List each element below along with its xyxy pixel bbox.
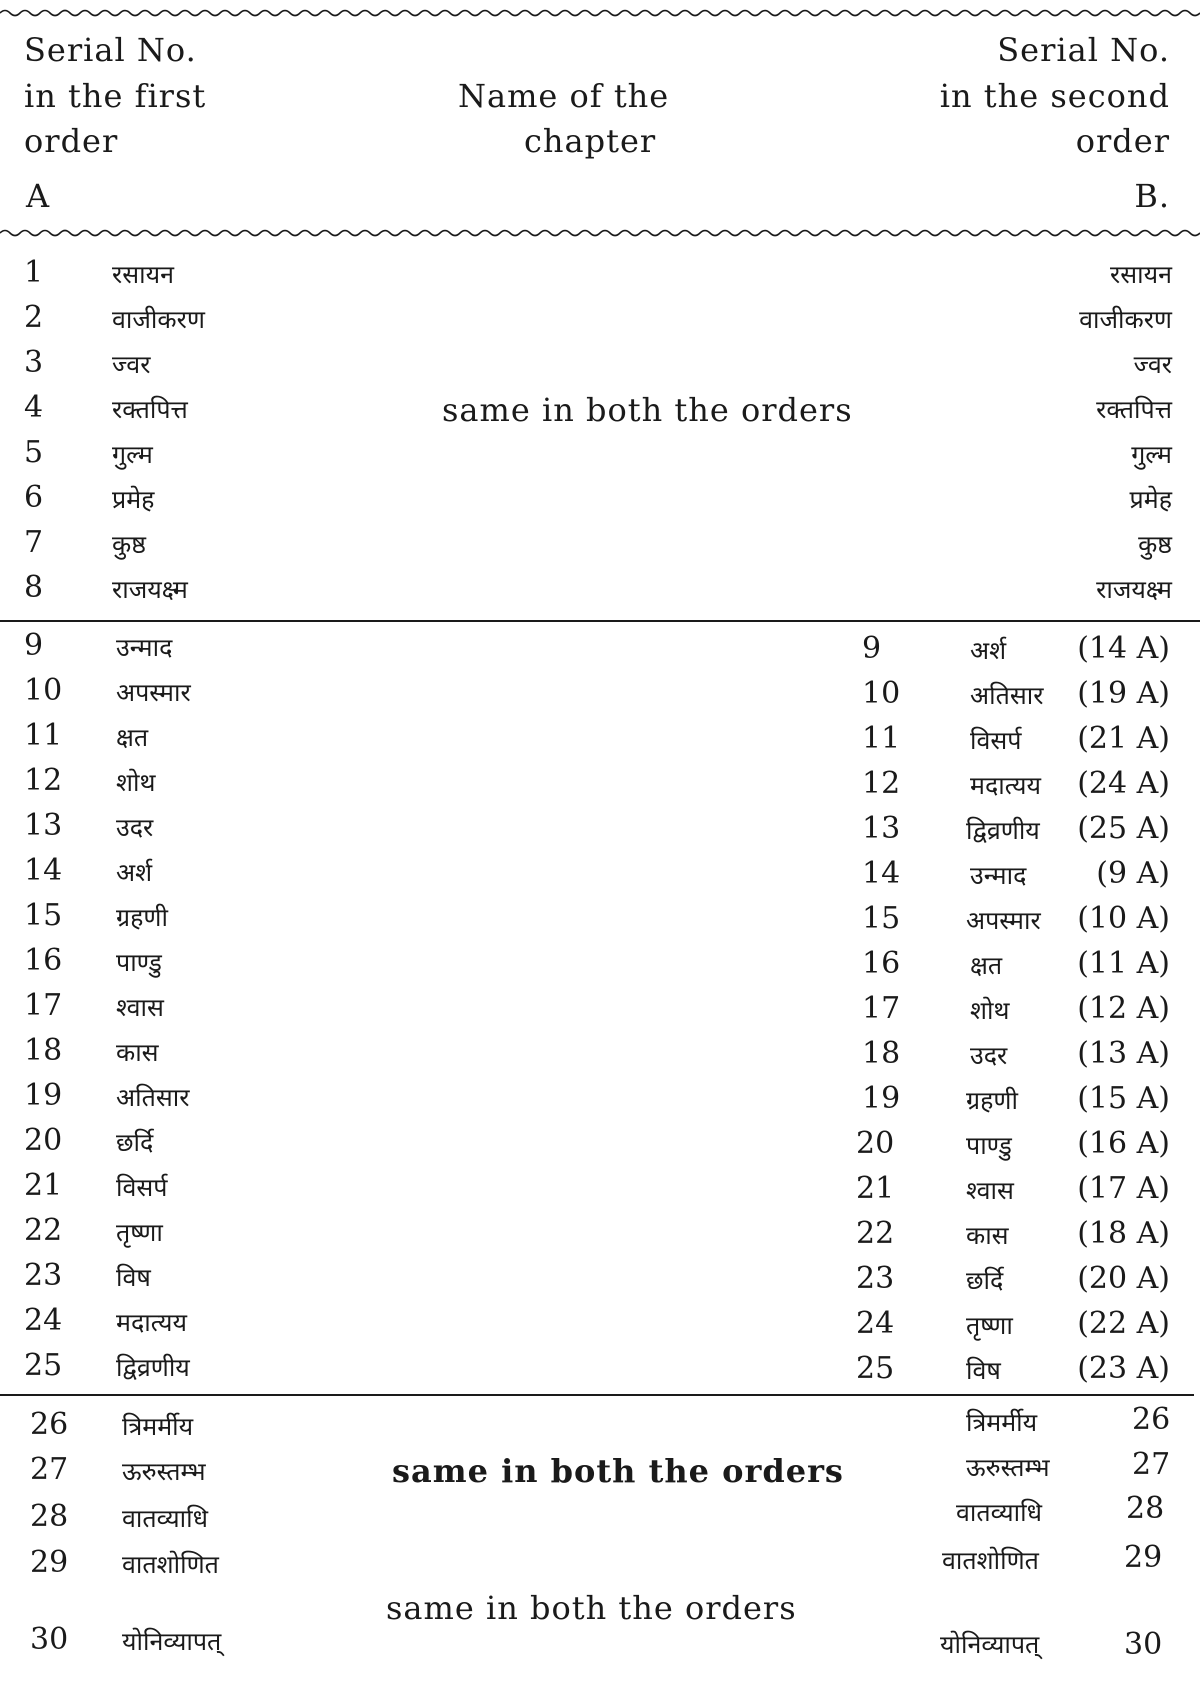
row-18-chapter-b: उदर [970, 1041, 1008, 1070]
row-15-chapter-a: ग्रहणी [116, 903, 168, 932]
header-name-line1: Name of the [458, 77, 670, 115]
row-24-serial-b: 24 [856, 1306, 895, 1341]
row-10-ref: (19 A) [1077, 676, 1170, 711]
header-col-a-line1: Serial No. [24, 31, 197, 69]
row-3-serial-a: 3 [24, 345, 44, 380]
row-27-serial-b: 27 [1132, 1447, 1171, 1482]
row-18-serial-b: 18 [862, 1036, 901, 1071]
row-20-serial-b: 20 [856, 1126, 895, 1161]
row-13-serial-a: 13 [24, 808, 63, 843]
row-13-chapter-a: उदर [116, 813, 154, 842]
row-29-chapter-a: वातशोणित [122, 1550, 219, 1579]
row-27-chapter-b: ऊरुस्तम्भ [966, 1453, 1050, 1482]
row-30-chapter-a: योनिव्यापत् [122, 1627, 222, 1656]
row-6-chapter-a: प्रमेह [112, 485, 155, 514]
row-25-chapter-a: द्विव्रणीय [116, 1353, 190, 1382]
row-21-chapter-a: विसर्प [116, 1173, 168, 1202]
row-30-serial-a: 30 [30, 1622, 69, 1657]
row-21-chapter-b: श्वास [966, 1176, 1014, 1205]
row-24-serial-a: 24 [24, 1303, 63, 1338]
row-3-chapter-b: ज्वर [1133, 350, 1172, 379]
row-22-serial-a: 22 [24, 1213, 63, 1248]
row-7-chapter-b: कुष्ठ [1138, 530, 1172, 559]
row-10-chapter-b: अतिसार [970, 681, 1044, 710]
header-col-b-line2: in the second [939, 77, 1170, 115]
row-22-chapter-b: कास [966, 1221, 1009, 1250]
row-17-chapter-a: श्वास [116, 993, 164, 1022]
row-8-chapter-b: राजयक्ष्म [1096, 575, 1172, 604]
row-16-chapter-a: पाण्डु [116, 948, 162, 977]
row-11-chapter-b: विसर्प [970, 726, 1022, 755]
row-29-chapter-b: वातशोणित [942, 1546, 1039, 1575]
row-2-chapter-a: वाजीकरण [112, 305, 205, 334]
row-15-serial-a: 15 [24, 898, 63, 933]
row-22-chapter-a: तृष्णा [116, 1218, 163, 1247]
row-20-ref: (16 A) [1077, 1126, 1170, 1161]
row-21-ref: (17 A) [1077, 1171, 1170, 1206]
row-20-chapter-a: छर्दि [116, 1128, 154, 1157]
section-3-same-note: same in both the orders [386, 1589, 797, 1627]
section-2-divider [0, 1394, 1194, 1396]
section-3-same-note-bold: same in both the orders [392, 1452, 844, 1490]
row-23-serial-a: 23 [24, 1258, 63, 1293]
row-21-serial-b: 21 [856, 1171, 895, 1206]
row-16-chapter-b: क्षत [970, 951, 1003, 980]
row-11-chapter-a: क्षत [116, 723, 149, 752]
row-30-serial-b: 30 [1124, 1627, 1163, 1662]
row-19-chapter-b: ग्रहणी [966, 1086, 1018, 1115]
row-5-serial-a: 5 [24, 435, 44, 470]
row-8-chapter-a: राजयक्ष्म [112, 575, 188, 604]
row-11-serial-b: 11 [862, 721, 901, 756]
row-14-chapter-b: उन्माद [970, 861, 1027, 890]
row-30-chapter-b: योनिव्यापत् [940, 1630, 1040, 1659]
row-23-ref: (20 A) [1077, 1261, 1170, 1296]
row-24-ref: (22 A) [1077, 1306, 1170, 1341]
row-10-serial-b: 10 [862, 676, 901, 711]
row-28-chapter-a: वातव्याधि [122, 1504, 209, 1533]
row-1-chapter-a: रसायन [112, 260, 174, 289]
row-18-ref: (13 A) [1077, 1036, 1170, 1071]
row-4-chapter-a: रक्तपित्त [112, 395, 188, 424]
row-7-serial-a: 7 [24, 525, 44, 560]
header-col-b-line3: order [1075, 122, 1170, 160]
row-24-chapter-b: तृष्णा [966, 1311, 1013, 1340]
row-8-serial-a: 8 [24, 570, 44, 605]
header-col-a-line3: order [24, 122, 119, 160]
header-col-a-label: A [26, 177, 51, 215]
row-24-chapter-a: मदात्यय [116, 1308, 187, 1337]
row-17-serial-a: 17 [24, 988, 63, 1023]
row-19-serial-b: 19 [862, 1081, 901, 1116]
row-9-chapter-b: अर्श [970, 636, 1007, 665]
row-23-serial-b: 23 [856, 1261, 895, 1296]
header-col-b-label: B. [1134, 177, 1170, 215]
row-5-chapter-a: गुल्म [112, 440, 153, 469]
row-13-serial-b: 13 [862, 811, 901, 846]
row-9-serial-b: 9 [862, 631, 882, 666]
row-5-chapter-b: गुल्म [1131, 440, 1172, 469]
row-15-ref: (10 A) [1077, 901, 1170, 936]
row-11-ref: (21 A) [1077, 721, 1170, 756]
row-26-serial-a: 26 [30, 1407, 69, 1442]
row-6-serial-a: 6 [24, 480, 44, 515]
row-6-chapter-b: प्रमेह [1129, 485, 1172, 514]
row-23-chapter-a: विष [116, 1263, 151, 1292]
row-27-serial-a: 27 [30, 1452, 69, 1487]
row-16-ref: (11 A) [1077, 946, 1170, 981]
row-2-serial-a: 2 [24, 300, 44, 335]
row-3-chapter-a: ज्वर [112, 350, 151, 379]
header-name-line2: chapter [524, 122, 657, 160]
row-22-ref: (18 A) [1077, 1216, 1170, 1251]
row-18-chapter-a: कास [116, 1038, 159, 1067]
row-10-serial-a: 10 [24, 673, 63, 708]
row-14-serial-a: 14 [24, 853, 63, 888]
row-26-serial-b: 26 [1132, 1402, 1171, 1437]
row-13-chapter-b: द्विव्रणीय [966, 816, 1040, 845]
row-23-chapter-b: छर्दि [966, 1266, 1004, 1295]
row-25-ref: (23 A) [1077, 1351, 1170, 1386]
row-29-serial-a: 29 [30, 1545, 69, 1580]
row-16-serial-b: 16 [862, 946, 901, 981]
top-wavy-rule [0, 6, 1200, 20]
section-1-same-note: same in both the orders [442, 391, 853, 429]
row-15-chapter-b: अपस्मार [966, 906, 1041, 935]
row-20-chapter-b: पाण्डु [966, 1131, 1012, 1160]
row-17-ref: (12 A) [1077, 991, 1170, 1026]
row-17-serial-b: 17 [862, 991, 901, 1026]
row-1-serial-a: 1 [24, 255, 44, 290]
row-11-serial-a: 11 [24, 718, 63, 753]
row-16-serial-a: 16 [24, 943, 63, 978]
row-12-ref: (24 A) [1077, 766, 1170, 801]
row-7-chapter-a: कुष्ठ [112, 530, 146, 559]
row-4-chapter-b: रक्तपित्त [1096, 395, 1172, 424]
row-26-chapter-a: त्रिमर्मीय [122, 1412, 194, 1441]
header-col-a-line2: in the first [24, 77, 207, 115]
row-12-serial-a: 12 [24, 763, 63, 798]
row-12-chapter-a: शोथ [116, 768, 156, 797]
row-21-serial-a: 21 [24, 1168, 63, 1203]
row-18-serial-a: 18 [24, 1033, 63, 1068]
row-13-ref: (25 A) [1077, 811, 1170, 846]
row-9-ref: (14 A) [1077, 631, 1170, 666]
row-15-serial-b: 15 [862, 901, 901, 936]
header-col-b-line1: Serial No. [997, 31, 1170, 69]
row-27-chapter-a: ऊरुस्तम्भ [122, 1457, 206, 1486]
row-25-serial-a: 25 [24, 1348, 63, 1383]
row-25-serial-b: 25 [856, 1351, 895, 1386]
row-4-serial-a: 4 [24, 390, 44, 425]
row-2-chapter-b: वाजीकरण [1079, 305, 1172, 334]
row-20-serial-a: 20 [24, 1123, 63, 1158]
row-17-chapter-b: शोथ [970, 996, 1010, 1025]
row-19-chapter-a: अतिसार [116, 1083, 190, 1112]
row-10-chapter-a: अपस्मार [116, 678, 191, 707]
row-25-chapter-b: विष [966, 1356, 1001, 1385]
row-28-serial-a: 28 [30, 1499, 69, 1534]
row-12-chapter-b: मदात्यय [970, 771, 1041, 800]
row-28-serial-b: 28 [1126, 1491, 1165, 1526]
row-26-chapter-b: त्रिमर्मीय [966, 1408, 1038, 1437]
row-19-serial-a: 19 [24, 1078, 63, 1113]
row-22-serial-b: 22 [856, 1216, 895, 1251]
row-9-chapter-a: उन्माद [116, 633, 173, 662]
row-29-serial-b: 29 [1124, 1540, 1163, 1575]
header-wavy-rule [0, 226, 1200, 240]
row-14-ref: (9 A) [1096, 856, 1170, 891]
row-28-chapter-b: वातव्याधि [956, 1498, 1043, 1527]
row-12-serial-b: 12 [862, 766, 901, 801]
row-9-serial-a: 9 [24, 628, 44, 663]
row-14-serial-b: 14 [862, 856, 901, 891]
section-1-divider [0, 620, 1200, 622]
row-14-chapter-a: अर्श [116, 858, 153, 887]
row-19-ref: (15 A) [1077, 1081, 1170, 1116]
row-1-chapter-b: रसायन [1110, 260, 1172, 289]
